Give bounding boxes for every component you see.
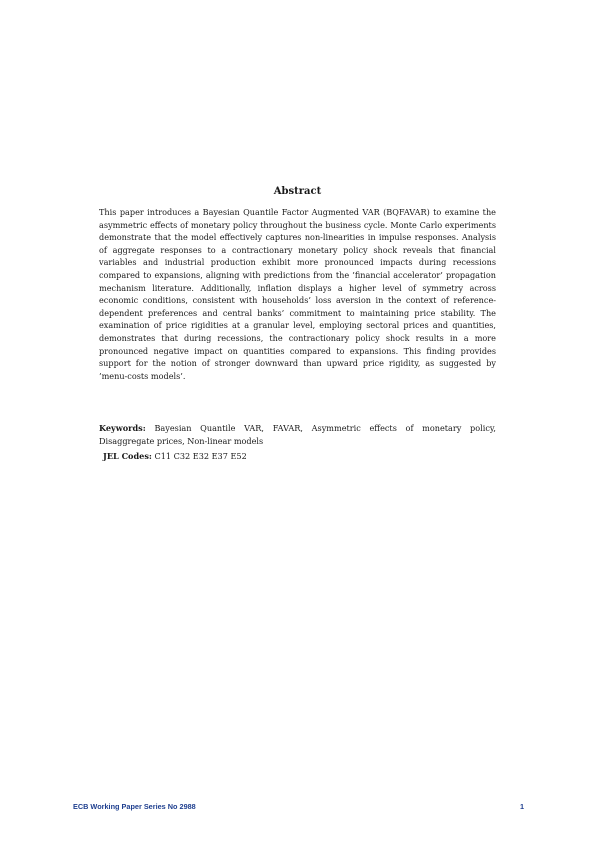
keywords-text: Bayesian Quantile VAR, FAVAR, Asymmetric effects of monetary policy, Disaggregate prices, Non-linear models [99,423,496,446]
page-number: 1 [519,802,524,811]
working-paper-series-label: ECB Working Paper Series No 2988 [73,802,196,811]
keywords-line [99,422,496,447]
jel-codes-text: C11 C32 E32 E37 E52 [154,451,247,461]
abstract-heading: Abstract [273,186,322,197]
abstract-text: This paper introduces a Bayesian Quantile Factor Augmented VAR (BQFAVAR) to examine the asymmetric effects of monetary policy throughout the business cycle. Monte Carlo experiments demonstrate that the model effectively captures non-linearities in impulse responses. Analysis of aggregate responses to a contractionary monetary policy shock reveals that financial variables and industrial production exhibit more pronounced impacts during recessions compared to expansions, aligning with predictions from the ’financial accelerator’ propagation mechanism literature. Additionally, inflation displays a higher level of symmetry across economic conditions, consistent with households’ loss aversion in the context of reference-dependent preferences and central banks’ commitment to maintaining price stability. The examination of price rigidities at a granular level, employing sectoral prices and quantities, demonstrates that during recessions, the contractionary policy shock results in a more pronounced negative impact on quantities compared to expansions. This finding provides support for the notion of stronger downward than upward price rigidity, as suggested by ’menu-costs models’. [99,207,496,381]
keywords-label: Keywords: [99,423,146,433]
jel-codes-line [103,450,500,463]
jel-codes-label: JEL Codes: [103,451,152,461]
page-footer [73,802,524,816]
